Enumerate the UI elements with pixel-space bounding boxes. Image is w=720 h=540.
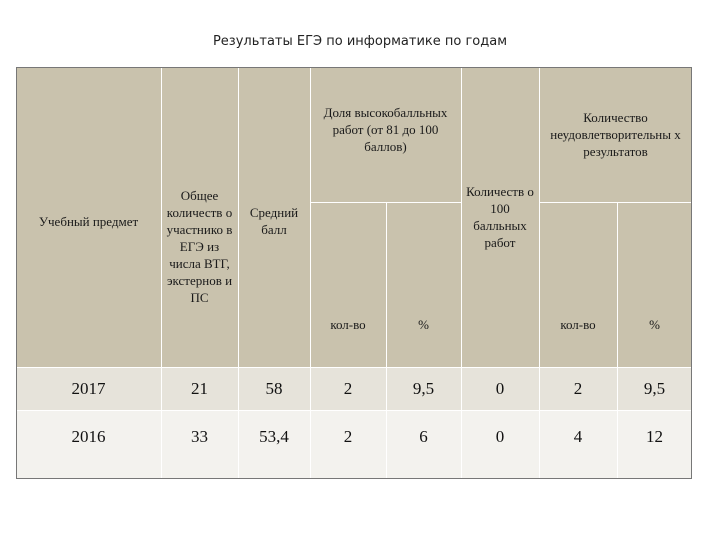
header-avg <box>238 67 310 367</box>
cell-high-qty: 2 <box>343 426 353 446</box>
header-unsat <box>539 67 692 202</box>
cell-avg: 58 <box>265 378 283 398</box>
header-avg-label: Средний балл <box>249 205 299 237</box>
grid-line <box>16 367 692 368</box>
header-qty-unsat <box>539 202 617 367</box>
header-high-share <box>310 67 461 202</box>
grid-line <box>310 67 311 479</box>
header-qty-high-label: кол-во <box>330 317 366 332</box>
cell-high-qty: 2 <box>343 378 353 398</box>
header-qty-unsat-label: кол-во <box>560 317 596 332</box>
cell-unsat-pct: 12 <box>646 426 663 446</box>
header-subject-label: Учебный предмет <box>38 213 139 229</box>
header-high-share-label: Доля высокобалльных работ (от 81 до 100 баллов) <box>323 105 448 154</box>
cell-total: 33 <box>191 426 208 446</box>
header-count-100 <box>461 67 539 367</box>
cell-high-pct: 9,5 <box>412 378 435 398</box>
header-pct-unsat-label: % <box>649 317 660 332</box>
grid-line <box>617 202 618 479</box>
header-total <box>161 67 238 367</box>
header-subject <box>16 67 161 367</box>
cell-unsat-pct: 9,5 <box>643 378 666 398</box>
grid-line <box>539 202 692 203</box>
cell-count-100: 0 <box>495 378 505 398</box>
cell-year: 2016 <box>71 426 106 446</box>
header-total-label: Общее количеств о участнико в ЕГЭ из числа ВТГ, экстернов и ПС <box>166 187 233 305</box>
header-pct-high-label: % <box>418 317 429 332</box>
grid-line <box>16 410 692 411</box>
grid-line <box>461 67 462 479</box>
grid-line <box>386 202 387 479</box>
cell-unsat-qty: 4 <box>573 426 583 446</box>
cell-high-pct: 6 <box>419 426 428 446</box>
grid-line <box>539 67 540 479</box>
header-pct-unsat <box>617 202 692 367</box>
cell-total: 21 <box>191 378 208 398</box>
header-qty-high <box>310 202 386 367</box>
cell-count-100: 0 <box>495 426 505 446</box>
header-unsat-label: Количество неудовлетворительны х результатов <box>550 110 681 159</box>
page-title: Результаты ЕГЭ по информатике по годам <box>212 34 508 49</box>
header-count-100-label: Количеств о 100 балльных работ <box>466 184 534 250</box>
grid-line <box>161 67 162 479</box>
results-table <box>16 67 692 479</box>
header-pct-high <box>386 202 461 367</box>
cell-unsat-qty: 2 <box>573 378 583 398</box>
cell-avg: 53,4 <box>259 426 289 446</box>
cell-year: 2017 <box>71 378 106 398</box>
grid-line <box>238 67 239 479</box>
